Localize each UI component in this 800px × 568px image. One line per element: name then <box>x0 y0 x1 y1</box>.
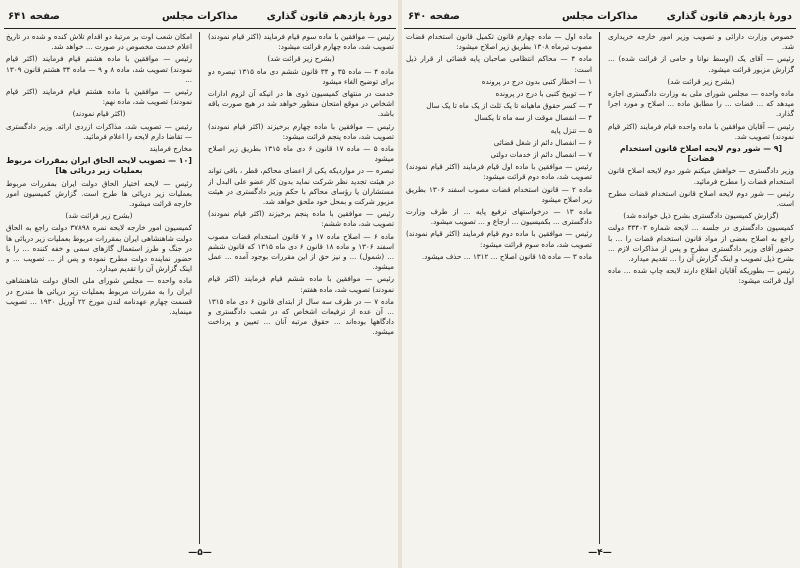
right-page-left-column <box>406 32 592 544</box>
right-page <box>404 6 796 562</box>
list-item: ۲ — توبیخ کتبی با درج در پرونده <box>495 89 592 99</box>
book-gutter <box>398 0 402 568</box>
right-page-right-column <box>608 32 794 544</box>
right-header-page-number: صفحه ۶۴۰ <box>408 11 460 22</box>
left-header-title: مذاکرات مجلس <box>161 11 239 22</box>
paragraph: رئیس — موافقین با ماده هشتم قیام فرمایند (اکثر قیام نمودند) تصویب شد، ماده ۸ و ۹ — ماده ۳۴ هشتم قانون ۱۳۰۹ ... <box>6 54 192 84</box>
left-page-right-column <box>208 32 394 544</box>
paragraph: (اکثر قیام نمودند) <box>72 109 126 119</box>
paragraph: خدمت در منتهای کمیسیون ذوی ها در انیکه آن لزوم ادارات اشخاص در موقع امتحان منظور خواهد شد در هیچ صورت باقه باشد. <box>208 89 394 119</box>
paragraph: ماده واحده — مجلس شورای ملی به وزارت دادگستری اجازه میدهد که ... قضات ... را مطابق ماده ... اصلاح و مورد اجرا گذارد. <box>608 89 794 119</box>
paragraph: ماده ۷ — در ظرف سه سال از ابتدای قانون ۶ دی ماه ۱۳۱۵ ... آن عده از ترفیعات اشخاص که در شعب دادگستری و دادگاهها بوده‌اند ... حقوق مرتبه آنان ... تعیین و پرداخت میشود. <box>208 296 394 337</box>
left-header-page-number: صفحه ۶۴۱ <box>8 11 60 22</box>
paragraph: ماده ۴ — ماده ۳۵ و ۳۴ قانون ششم دی ماه ۱۳۱۵ تبصره دو برای توضیح الغاء میشود <box>208 66 394 86</box>
left-page-columns <box>4 32 396 544</box>
paragraph: رئیس — تصویب شد، مذاکرات ازردی ارائه. وزیر دادگستری — تقاضا دارم لایحه را اعلام فرمائید. <box>6 121 192 141</box>
paragraph: رئیس — آقای یک (اوسط نوانا و حامی از قرائت شده) ... گزارش مزبور قرائت میشود. <box>608 54 794 74</box>
list-item: ۳ — کسر حقوق ماهیانه تا یک ثلث از یک ماه تا یک سال <box>426 101 592 111</box>
paragraph: (گزارش کمیسیون دادگستری بشرح ذیل خوانده شد) <box>623 211 779 221</box>
right-page-header <box>404 6 796 29</box>
paragraph: خصوص وزارت دارائی و تصویب وزیر امور خارجه خریداری شد. <box>608 32 794 52</box>
right-header-title: مذاکرات مجلس <box>561 11 639 22</box>
column-divider <box>199 32 200 544</box>
paragraph: ماده واحده — مجلس شورای ملی الحاق دولت شاهنشاهی ایران را به مقررات مربوط بعملیات زیر دریائی ها مندرج در قسمت چهارم عهدنامه لندن مورخ ۲۲ آوریل ۱۹۳۰ ... تصویب مینماید. <box>6 276 192 317</box>
section-heading: [۹ — شور دوم لایحه اصلاح قانون استخدام قضات] <box>619 144 783 164</box>
paragraph: رئیس — موافقین با ماده چهارم برخیزند (اکثر قیام نمودند) تصویب شد، ماده پنجم قرائت میشود: <box>208 121 394 141</box>
left-page-footer: —۵— <box>188 548 212 558</box>
column-divider <box>599 32 600 544</box>
paragraph: وزیر دادگستری — خواهش میکنم شور دوم لایحه اصلاح قانون استخدام قضات را مطرح فرمائید. <box>608 166 794 186</box>
paragraph: رئیس — موافقین با ماده ششم قیام فرمایند (اکثر قیام نمودند) تصویب شد، ماده هفتم: <box>208 274 394 294</box>
paragraph: تبصره — در مواردیکه یکی از اعضای محاکم، قطر ، باقی تواند در هیئت تجدید نظر شرکت نماید بدون کار عضو علی البدل از مستشاران یا رؤسای محاکم با حکم وزیر دادگستری در هیئت مزبور شرکت و بمحل خود ملحق خواهد شد. <box>208 166 394 207</box>
left-page-left-column <box>6 32 192 544</box>
paragraph: ماده ۳ — ماده ۱۵ قانون اصلاح ... ۱۳۱۲ ... حذف میشود. <box>421 251 592 261</box>
paragraph: ماده ۵ — ماده ۱۷ قانون ۶ دی ماه ۱۳۱۵ بطریق زیر اصلاح میشود <box>208 144 394 164</box>
left-header-term: دورهٔ یازدهم قانون گذاری <box>266 11 392 22</box>
paragraph: ماده اول — ماده چهارم قانون تکمیل قانون استخدام قضات مصوب تیرماه ۱۳۰۸ بطریق زیر اصلاح میشود: <box>406 32 592 52</box>
list-item: ۴ — انفصال موقت از سه ماه تا یکسال <box>474 113 592 123</box>
paragraph: ماده ۴ — محاکم انتظامی صاحبان پایه قضائی از قرار ذیل است: <box>406 54 592 74</box>
right-page-footer: —۴— <box>588 548 612 558</box>
right-page-columns <box>404 32 796 544</box>
list-item: ۵ — تنزل پایه <box>550 125 592 135</box>
paragraph: ماده ۱۳ — درخواستهای ترفیع پایه ... از طرف وزارت دادگستری ... بکمیسیون ... ارجاع و ... تصویب میشود. <box>406 207 592 227</box>
paragraph: رئیس — بطوریکه آقایان اطلاع دارند لایحه چاپ شده ... ماده اول قرائت میشود: <box>608 266 794 286</box>
paragraph: امکان شعب اوت بر مرتبهٔ دو اقدام تلاش کنده و شده در تاریخ اعلام خدمت مخصوص در صورت ... خواهد شد. <box>6 32 192 52</box>
paragraph: رئیس — لایحه اختیار الحاق دولت ایران بمقررات مربوط بعملیات زیر دریائی ها طرح است. گزارش کمیسیون امور خارجه قرائت میشود. <box>6 178 192 209</box>
paragraph: مخارج فرمایند <box>149 144 192 154</box>
paragraph: ماده ۲ — قانون استخدام قضات مصوب اسفند ۱۳۰۶ بطریق زیر اصلاح میشود <box>406 184 592 204</box>
paragraph: رئیس — موافقین با ماده هشتم قیام فرمایند (اکثر قیام نمودند) تصویب شد، ماده نهم: <box>6 87 192 107</box>
list-item: ۶ — انفصال دائم از شغل قضائی <box>493 137 592 147</box>
paragraph: رئیس — موافقین با ماده اول قیام فرمایند (اکثر قیام نمودند) تصویب شد، ماده دوم قرائت میشود: <box>406 162 592 182</box>
paragraph: (بشرح زیر قرائت شد) <box>667 76 735 86</box>
paragraph: (بشرح زیر قرائت شد) <box>267 54 335 64</box>
paragraph: کمیسیون دادگستری در جلسه ... لایحه شماره ۳۳۴۰۳ دولت راجع به اصلاح بعضی از مواد قانون استخدام قضات را ... با حضور آقای وزیر دادگستری مطرح و پس از مذاکرات لازم ... بشرح ذیل تصویب و اینک گزارش آن را ... تقدیم میدارد. <box>608 223 794 264</box>
paragraph: رئیس — شور دوم لایحه اصلاح قانون استخدام قضات مطرح است. <box>608 188 794 209</box>
paragraph: رئیس — موافقین با ماده سوم قیام فرمایند (اکثر قیام نمودند) تصویب شد، ماده چهارم قرائت میشود: <box>208 32 394 52</box>
paragraph: (بشرح زیر قرائت شد) <box>65 211 133 221</box>
right-header-term: دورهٔ یازدهم قانون گذاری <box>666 11 792 22</box>
paragraph: کمیسیون امور خارجه لایحه نمره ۳۷۸۹۸ دولت راجع به الحاق دولت شاهنشاهی ایران بمقررات مربوط بعملیات زیر دریائی ها در جنگ و طرز استعمال گازهای سمی و خفه کننده ... را با حضور نماینده دولت مطرح نموده و پس از ... تصویب ... و اینک گزارش آن را تقدیم میدارد. <box>6 223 192 274</box>
left-page-header <box>4 6 396 29</box>
list-item: ۷ — انفصال دائم از خدمات دولتی <box>490 150 592 160</box>
section-heading: [۱۰ — تصویب لایحه الحاق ایران بمقررات مربوط بعملیات زیر دریائی ها] <box>6 156 192 176</box>
list-item: ۱ — اخطار کتبی بدون درج در پرونده <box>481 76 592 86</box>
paragraph: رئیس — آقایان موافقین با ماده واحده قیام فرمایند (اکثر قیام نمودند) تصویب شد. <box>608 121 794 141</box>
paragraph: رئیس — موافقین با ماده دوم قیام فرمایند (اکثر قیام نمودند) تصویب شد، ماده سوم قرائت میشود: <box>406 229 592 249</box>
paragraph: رئیس — موافقین با ماده پنجم برخیزند (اکثر قیام نمودند) تصویب شد، ماده ششم: <box>208 209 394 229</box>
paragraph: ماده ۶ — اصلاح ماده ۱۷ و ۷ قانون استخدام قضات مصوب اسفند ۱۳۰۶ و ماده ۱۸ قانون ۶ دی ماه ۱۳۱۵ که قانون ششم ... (شمول) ... و نیز حق از این مقررات بوجود آمده ... عمل میشود. <box>208 231 394 272</box>
left-page <box>4 6 396 562</box>
